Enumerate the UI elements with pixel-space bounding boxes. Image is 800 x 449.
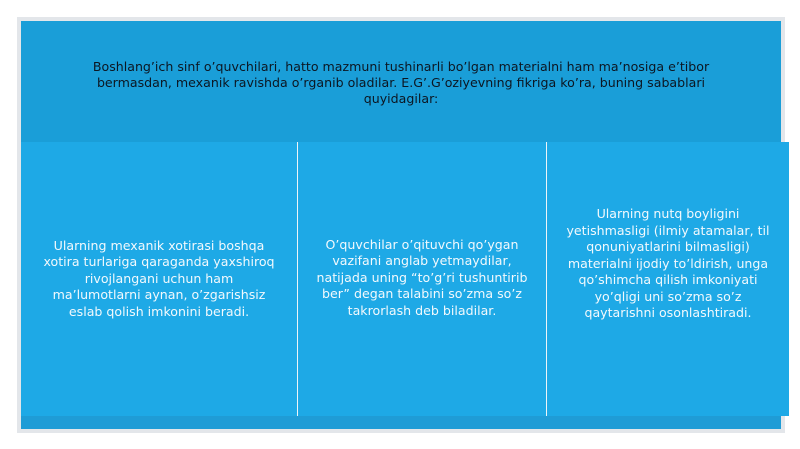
footer-bar [21,416,781,429]
reasons-row [21,142,781,416]
diagram-frame [17,17,785,433]
reason-text-3: Ularning nutq boyligini yetishmasligi (ilmiy atamalar, til qonuniyatlarini bilmasligi) materialni ijodiy to’ldirish, unga qo’shimcha qilish imkoniyati yo’qligi uni so’zma so’z qaytarishni osonlashtiradi. [566,205,770,321]
header-box [21,21,781,158]
reason-text-1: Ularning mexanik xotirasi boshqa xotira turlariga qaraganda yaxshiroq rivojlangani uchun ham ma’lumotlarni aynan, o’zgarishsiz eslab qolish imkonini beradi. [43,237,275,319]
reason-box-1 [21,142,297,416]
reason-box-2 [297,142,546,416]
reason-box-3 [546,142,789,416]
reason-text-2: O’quvchilar o’qituvchi qo’ygan vazifani anglab yetmaydilar, natijada uning “to’g’ri tushuntirib ber” degan talabini so’zma so’z takrorlash deb biladilar. [316,236,528,318]
header-text: Boshlang’ich sinf o’quvchilari, hatto mazmuni tushinarli bo’lgan materialni ham ma’nosiga e’tibor bermasdan, mexanik ravishda o’rganib oladilar. E.G’.G’oziyevning fikriga ko’ra, buning sabablari quyidagilar: [92,58,710,106]
